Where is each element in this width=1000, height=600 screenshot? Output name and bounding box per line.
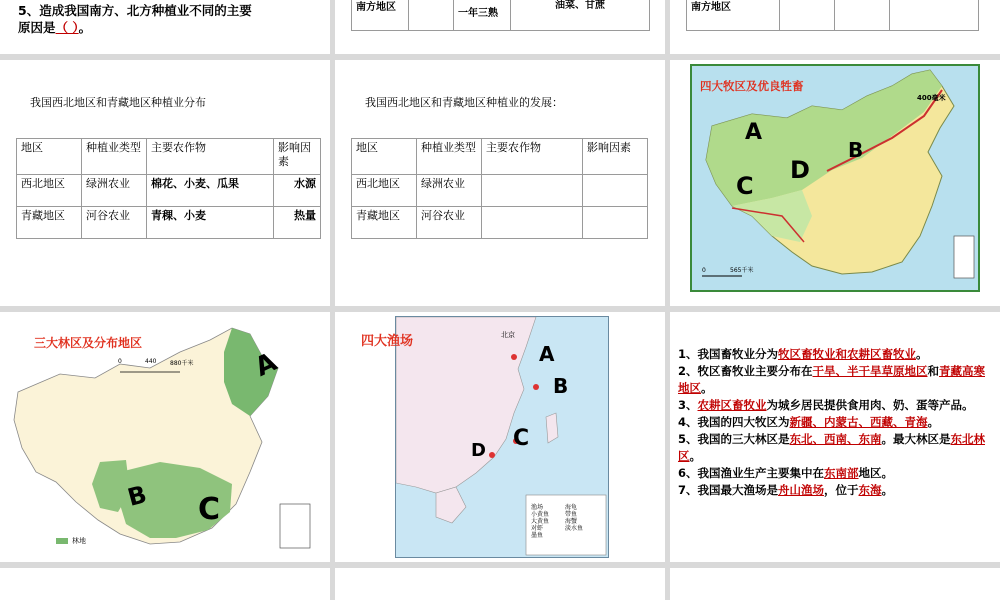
svg-text:0: 0 <box>702 267 706 274</box>
legend-item: 海龟 <box>565 504 578 511</box>
summary-line-6: 6、我国渔业生产主要集中在东南部地区。 <box>678 466 894 480</box>
s3-table <box>686 0 979 31</box>
pasture-label-b: B <box>848 138 864 162</box>
s4-h2: 主要农作物 <box>147 139 274 175</box>
s5-r1c3[interactable] <box>583 207 648 239</box>
s5-r1c2[interactable] <box>482 207 583 239</box>
legend-item: 带鱼 <box>565 511 578 518</box>
pasture-label-a: A <box>745 120 763 145</box>
s4-r1c0: 青藏地区 <box>17 207 82 239</box>
slide-12[interactable] <box>670 568 1000 600</box>
summary-line-2: 2、牧区畜牧业主要分布在干旱、半干旱草原地区和青藏高寒地区。 <box>678 364 986 395</box>
s4-r0c3: 水源 <box>274 175 321 207</box>
city-beijing: 北京 <box>501 331 515 339</box>
summary-line-4: 4、我国的四大牧区为新疆、内蒙古、西藏、青海。 <box>678 415 940 429</box>
q5-line2-end: 。 <box>78 20 92 35</box>
summary-list <box>678 346 996 499</box>
s3-region: 南方地区 <box>687 0 780 31</box>
slide-3[interactable] <box>670 0 1000 54</box>
s8-title: 四大渔场 <box>361 334 414 349</box>
slide-10[interactable] <box>0 568 330 600</box>
s4-table <box>16 138 321 239</box>
fishery-legend-2 <box>565 504 583 532</box>
s4-r0c2: 棉花、小麦、瓜果 <box>147 175 274 207</box>
legend-item: 海蟹 <box>565 518 578 525</box>
scale-label: 565千米 <box>730 267 754 274</box>
s2-crops: 油菜、甘蔗 <box>511 0 650 31</box>
s4-r0c1: 绿洲农业 <box>82 175 147 207</box>
s4-r1c3: 热量 <box>274 207 321 239</box>
slide-9[interactable] <box>670 312 1000 562</box>
summary-line-5: 5、我国的三大林区是东北、西南、东南。最大林区是东北林区。 <box>678 432 986 463</box>
s5-h0: 地区 <box>352 139 417 175</box>
forest-label-b: B <box>124 480 150 512</box>
s5-table <box>351 138 648 239</box>
slide-1[interactable] <box>0 0 330 54</box>
slide-2[interactable] <box>335 0 665 54</box>
s4-r1c2: 青稞、小麦 <box>147 207 274 239</box>
legend-item: 墨鱼 <box>531 532 544 539</box>
s7-legend: 林地 <box>72 537 86 545</box>
slide-11[interactable] <box>335 568 665 600</box>
s4-h0: 地区 <box>17 139 82 175</box>
slide-7[interactable] <box>0 312 330 562</box>
s7-scale-0: 0 <box>118 358 122 365</box>
s7-title: 三大林区及分布地区 <box>34 336 143 350</box>
slide-4[interactable] <box>0 60 330 306</box>
summary-line-7: 7、我国最大渔场是舟山渔场，位于东海。 <box>678 483 894 497</box>
fishery-label-b: B <box>553 374 569 398</box>
pastoral-map <box>690 64 980 292</box>
s7-scale-1: 440 <box>145 358 157 365</box>
s5-r0c2[interactable] <box>482 175 583 207</box>
s5-h3: 影响因素 <box>583 139 648 175</box>
legend-item: 渔场 <box>531 504 544 511</box>
s4-h3: 影响因素 <box>274 139 321 175</box>
fishery-label-a: A <box>539 342 555 366</box>
s7-scale-2: 880千米 <box>170 360 194 367</box>
fishery-legend <box>531 504 549 539</box>
s4-r1c1: 河谷农业 <box>82 207 147 239</box>
legend-item: 大黄鱼 <box>531 518 550 525</box>
q5-line2-prefix: 原因是 <box>18 20 56 35</box>
legend-item: 淡水鱼 <box>565 525 584 532</box>
s5-title: 我国西北地区和青藏地区种植业的发展： <box>365 96 563 109</box>
summary-line-1: 1、我国畜牧业分为牧区畜牧业和农耕区畜牧业。 <box>678 347 928 361</box>
s5-h2: 主要农作物 <box>482 139 583 175</box>
legend-item: 小黄鱼 <box>531 511 550 518</box>
pasture-label-d: D <box>790 156 810 184</box>
s5-r0c1: 绿洲农业 <box>417 175 482 207</box>
s5-r0c3[interactable] <box>583 175 648 207</box>
q5-answer-blank: （ ） <box>55 20 79 35</box>
s6-title: 四大牧区及优良牲畜 <box>700 79 804 93</box>
isohyet-label: 400毫米 <box>917 94 946 102</box>
s5-r0c0: 西北地区 <box>352 175 417 207</box>
s4-r0c0: 西北地区 <box>17 175 82 207</box>
pastoral-map-svg <box>692 66 978 290</box>
s2-table <box>351 0 650 31</box>
fishery-label-d: D <box>471 440 486 461</box>
forest-label-a: A <box>250 347 282 383</box>
forest-label-c: C <box>198 492 221 527</box>
legend-item: 对虾 <box>531 525 544 532</box>
s4-h1: 种植业类型 <box>82 139 147 175</box>
summary-line-3: 3、农耕区畜牧业为城乡居民提供食用肉、奶、蛋等产品。 <box>678 398 974 412</box>
s4-title: 我国西北地区和青藏地区种植业分布 <box>30 96 206 109</box>
s5-r1c0: 青藏地区 <box>352 207 417 239</box>
pasture-label-c: C <box>736 172 754 200</box>
q5-line1: 5、造成我国南方、北方种植业不同的主要 <box>18 3 252 18</box>
fishery-label-c: C <box>513 426 530 451</box>
s5-h1: 种植业类型 <box>417 139 482 175</box>
slide-6[interactable] <box>670 60 1000 306</box>
s2-maturity: 一年三熟 <box>454 0 511 31</box>
s2-region: 南方地区 <box>352 0 409 31</box>
s5-r1c1: 河谷农业 <box>417 207 482 239</box>
slide-5[interactable] <box>335 60 665 306</box>
slide-8[interactable] <box>335 312 665 562</box>
